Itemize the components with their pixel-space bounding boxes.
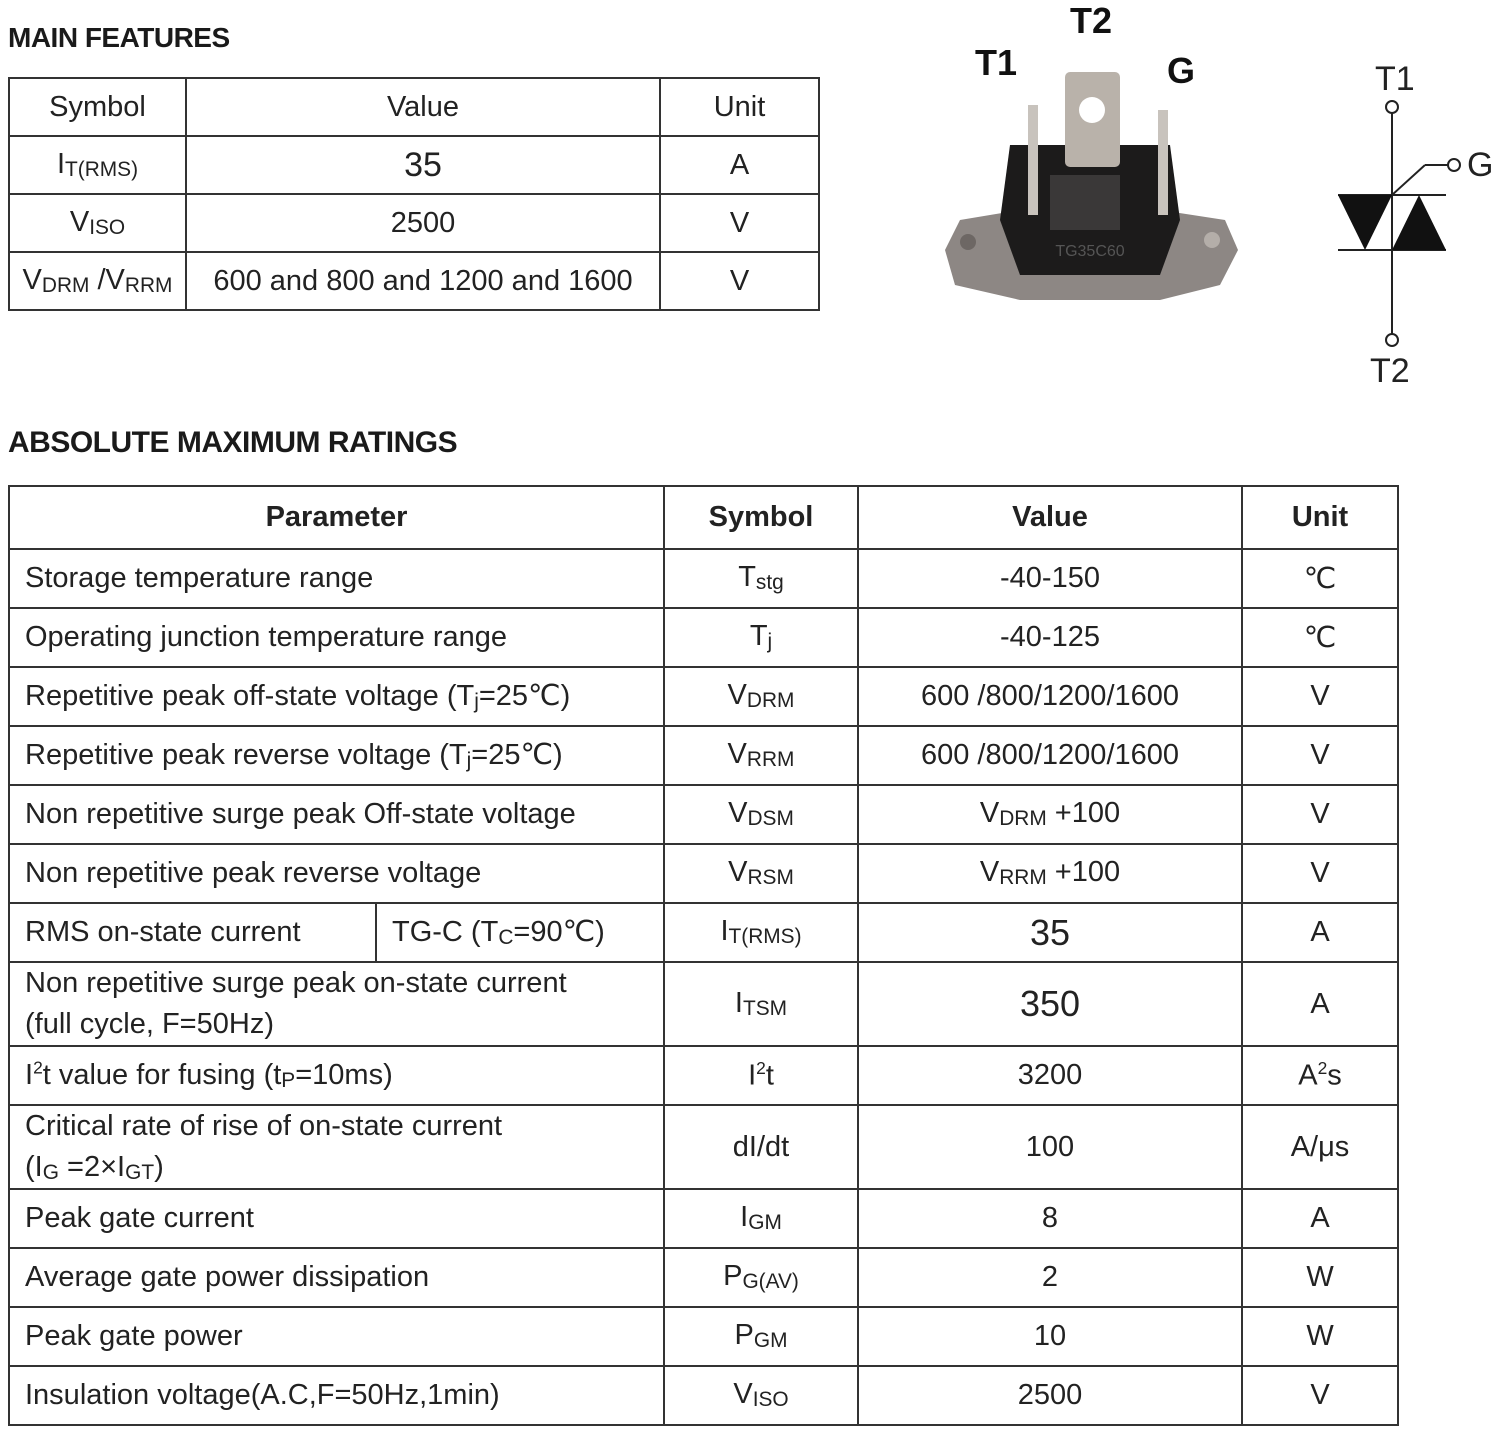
parameter-cell — [9, 1189, 664, 1248]
header-symbol: Symbol — [664, 486, 858, 549]
symbol-cell — [664, 608, 858, 667]
parameter-cell-text: t value for fusing (t — [42, 1059, 282, 1092]
unit-cell — [1242, 608, 1398, 667]
parameter-cell-text: Peak gate power — [25, 1320, 243, 1353]
symbol-cell-text: DSM — [747, 807, 794, 831]
table-row — [9, 549, 1398, 608]
unit-cell-text: A — [729, 148, 750, 181]
parameter-cell-text: G — [42, 1161, 59, 1185]
symbol-cell-text: P — [734, 1319, 754, 1352]
symbol-cell — [664, 726, 858, 785]
value-cell-text: 2 — [1041, 1261, 1059, 1293]
parameter-cell — [9, 1366, 664, 1425]
parameter-cell-text: I — [25, 1059, 34, 1092]
symbol-cell — [664, 667, 858, 726]
absolute-max-ratings-table — [8, 485, 1399, 1426]
table-row — [9, 1105, 1398, 1189]
symbol-cell-text: V — [728, 797, 748, 830]
unit-cell-text: V — [729, 206, 750, 239]
unit-cell — [1242, 785, 1398, 844]
symbol-cell-text: T(RMS) — [65, 158, 139, 182]
unit-cell-text: V — [1310, 1379, 1330, 1411]
condition-cell-text: TG-C (T — [392, 916, 499, 949]
value-cell-text: V — [979, 797, 1000, 830]
table-row — [9, 1307, 1398, 1366]
symbol-cell-text: DRM — [41, 274, 90, 298]
symbol-cell — [664, 1307, 858, 1366]
parameter-cell — [9, 962, 664, 1046]
unit-cell-text: V — [729, 264, 750, 297]
symbol-cell-text: I — [56, 147, 65, 180]
symbol-cell — [664, 1366, 858, 1425]
parameter-cell-text: (full cycle, F=50Hz) — [25, 1008, 274, 1040]
unit-cell — [1242, 1046, 1398, 1105]
parameter-cell-text: Non repetitive peak reverse voltage — [25, 857, 482, 890]
unit-cell-text: A — [1310, 916, 1330, 948]
parameter-cell-text: =25℃) — [478, 680, 571, 713]
value-cell — [858, 549, 1242, 608]
symbol-cell — [664, 1105, 858, 1189]
header-parameter: Parameter — [9, 486, 664, 549]
symbol-cell-text: I — [740, 1201, 749, 1234]
symbol-cell-text: /V — [89, 263, 125, 296]
parameter-cell-text: =2×I — [58, 1151, 126, 1183]
value-cell-text: +100 — [1046, 856, 1121, 889]
parameter-cell-text: Peak gate current — [25, 1202, 254, 1235]
symbol-cell — [664, 549, 858, 608]
header-value: Value — [858, 486, 1242, 549]
symbol-cell-text: RRM — [746, 748, 795, 772]
value-cell — [858, 903, 1242, 962]
table-row — [9, 667, 1398, 726]
condition-cell — [376, 903, 664, 962]
triac-package-image — [940, 70, 1240, 300]
unit-cell-text: V — [1310, 798, 1330, 830]
triac-symbol-icon — [1320, 60, 1500, 390]
schematic-label-t2: T2 — [1370, 352, 1410, 390]
value-cell-text: -40-125 — [1000, 621, 1100, 653]
header-symbol: Symbol — [9, 78, 186, 136]
symbol-cell — [664, 903, 858, 962]
symbol-cell-text: V — [69, 205, 90, 238]
package-marking: TG35C60 — [1055, 243, 1125, 260]
symbol-cell-text: I — [734, 986, 743, 1019]
table-header-row — [9, 78, 819, 136]
value-cell-text: DRM — [999, 807, 1047, 831]
value-cell-text: 35 — [1029, 911, 1071, 953]
symbol-cell-text: V — [22, 263, 42, 296]
unit-cell — [1242, 1248, 1398, 1307]
symbol-cell-text: T — [749, 620, 768, 653]
parameter-cell — [9, 667, 664, 726]
parameter-cell-text: Critical rate of rise of on-state current — [25, 1110, 503, 1143]
parameter-cell — [9, 1046, 664, 1105]
value-cell — [858, 1046, 1242, 1105]
parameter-cell — [9, 844, 664, 903]
value-cell-text: 2500 — [1017, 1379, 1083, 1411]
parameter-cell-text: ) — [154, 1151, 164, 1183]
table-row — [9, 1366, 1398, 1425]
table-row — [9, 136, 819, 194]
parameter-cell-text: RMS on-state current — [25, 916, 301, 949]
main-features-table — [8, 77, 820, 311]
value-cell — [858, 1248, 1242, 1307]
value-cell — [858, 962, 1242, 1046]
unit-cell — [1242, 1366, 1398, 1425]
parameter-cell — [9, 549, 664, 608]
table-row — [9, 903, 1398, 962]
symbol-cell-text: V — [727, 738, 747, 771]
header-unit: Unit — [660, 78, 819, 136]
parameter-cell-text: P — [281, 1069, 296, 1093]
parameter-cell-text: Operating junction temperature range — [25, 621, 508, 654]
value-cell — [858, 667, 1242, 726]
unit-cell — [1242, 667, 1398, 726]
parameter-cell — [9, 1307, 664, 1366]
table-row — [9, 1189, 1398, 1248]
symbol-cell-text: TSM — [742, 997, 788, 1021]
schematic-label-t1: T1 — [1375, 60, 1415, 98]
unit-cell — [660, 194, 819, 252]
unit-cell — [1242, 844, 1398, 903]
parameter-cell-text: Repetitive peak off-state voltage (T — [25, 680, 475, 713]
table-row — [9, 726, 1398, 785]
parameter-cell-text: (I — [25, 1151, 43, 1183]
symbol-cell — [664, 1046, 858, 1105]
parameter-cell-text: j — [466, 749, 472, 773]
value-cell-text: 350 — [1019, 983, 1081, 1024]
symbol-cell-text: stg — [755, 571, 784, 595]
unit-cell — [1242, 1307, 1398, 1366]
symbol-cell-text: 2 — [756, 1058, 766, 1079]
unit-cell — [660, 252, 819, 310]
parameter-cell — [9, 608, 664, 667]
absolute-max-title: ABSOLUTE MAXIMUM RATINGS — [8, 426, 458, 459]
unit-cell — [1242, 726, 1398, 785]
unit-cell-text: V — [1310, 857, 1330, 889]
condition-cell-text: =90℃) — [513, 916, 605, 949]
symbol-cell — [664, 1189, 858, 1248]
symbol-cell-text: V — [733, 1378, 753, 1411]
table-row — [9, 608, 1398, 667]
symbol-cell-text: DRM — [746, 689, 795, 713]
value-cell — [858, 844, 1242, 903]
unit-cell — [1242, 1189, 1398, 1248]
value-cell — [186, 194, 660, 252]
parameter-cell — [9, 785, 664, 844]
value-cell-text: 600 and 800 and 1200 and 1600 — [213, 264, 633, 297]
unit-cell-text: A — [1298, 1059, 1318, 1092]
symbol-cell-text: V — [728, 856, 748, 889]
table-header-row — [9, 486, 1398, 549]
symbol-cell-text: T(RMS) — [728, 925, 802, 949]
package-label-t2: T2 — [1070, 0, 1113, 41]
symbol-cell-text: V — [727, 679, 747, 712]
symbol-cell — [664, 844, 858, 903]
parameter-cell-text: Non repetitive surge peak on-state current — [25, 967, 567, 1000]
value-cell — [858, 785, 1242, 844]
package-label-t1: T1 — [975, 42, 1018, 83]
parameter-cell-text: j — [474, 690, 479, 714]
parameter-cell-text: Insulation voltage(A.C,F=50Hz,1min) — [25, 1379, 500, 1412]
parameter-cell — [9, 726, 664, 785]
symbol-cell-text: T — [738, 561, 756, 594]
value-cell-text: V — [979, 856, 1000, 889]
symbol-cell-text: ISO — [89, 216, 126, 240]
value-cell-text: 8 — [1041, 1202, 1059, 1234]
symbol-cell — [9, 136, 186, 194]
value-cell-text: 600 /800/1200/1600 — [920, 680, 1180, 712]
value-cell-text: 10 — [1033, 1320, 1067, 1352]
unit-cell — [1242, 549, 1398, 608]
parameter-cell-text: GT — [125, 1161, 155, 1185]
schematic-label-g: G — [1467, 146, 1494, 184]
unit-cell-text: V — [1310, 739, 1330, 771]
condition-cell-text: C — [498, 926, 514, 950]
parameter-cell — [9, 903, 376, 962]
value-cell-text: -40-150 — [1000, 562, 1100, 594]
parameter-cell — [9, 1105, 664, 1189]
symbol-cell-text: G(AV) — [742, 1270, 799, 1294]
value-cell-text: 35 — [404, 145, 442, 184]
unit-cell-text: W — [1306, 1261, 1334, 1293]
symbol-cell-text: RRM — [124, 274, 173, 298]
symbol-cell-text: ISO — [752, 1388, 789, 1412]
symbol-cell-text: j — [767, 630, 773, 654]
symbol-cell — [664, 962, 858, 1046]
value-cell — [858, 726, 1242, 785]
parameter-cell — [9, 1248, 664, 1307]
unit-cell-text: ℃ — [1303, 563, 1337, 595]
unit-cell-text: A — [1310, 1202, 1330, 1234]
symbol-cell-text: RSM — [747, 866, 794, 890]
unit-cell-text: A/μs — [1290, 1130, 1350, 1163]
parameter-cell-text: =10ms) — [295, 1059, 393, 1092]
unit-cell — [660, 136, 819, 194]
value-cell — [858, 1307, 1242, 1366]
value-cell — [186, 136, 660, 194]
symbol-cell-text: P — [723, 1260, 743, 1293]
symbol-cell-text: dI/dt — [732, 1130, 790, 1163]
table-row — [9, 844, 1398, 903]
unit-cell-text: 2 — [1317, 1058, 1328, 1079]
parameter-cell-text: =25℃) — [471, 739, 563, 772]
unit-cell-text: A — [1310, 987, 1330, 1020]
table-row — [9, 962, 1398, 1046]
unit-cell — [1242, 903, 1398, 962]
symbol-cell-text: I — [720, 915, 729, 948]
value-cell — [858, 1366, 1242, 1425]
value-cell-text: 2500 — [390, 206, 456, 239]
symbol-cell — [664, 785, 858, 844]
parameter-cell-text: 2 — [33, 1057, 43, 1078]
main-features-title: MAIN FEATURES — [8, 22, 230, 53]
symbol-cell — [9, 194, 186, 252]
parameter-cell-text: Storage temperature range — [25, 562, 374, 595]
parameter-cell-text: Average gate power dissipation — [25, 1261, 430, 1294]
symbol-cell-text: GM — [753, 1329, 788, 1353]
value-cell-text: 3200 — [1017, 1059, 1083, 1091]
value-cell — [858, 1105, 1242, 1189]
value-cell — [858, 608, 1242, 667]
value-cell — [858, 1189, 1242, 1248]
symbol-cell-text: t — [765, 1059, 774, 1092]
value-cell-text: RRM — [999, 866, 1047, 890]
table-row — [9, 785, 1398, 844]
unit-cell-text: W — [1306, 1320, 1334, 1352]
header-unit: Unit — [1242, 486, 1398, 549]
header-value: Value — [186, 78, 660, 136]
table-row — [9, 1248, 1398, 1307]
value-cell-text: 600 /800/1200/1600 — [920, 739, 1180, 771]
parameter-cell-text: Repetitive peak reverse voltage (T — [25, 739, 467, 772]
table-row — [9, 1046, 1398, 1105]
unit-cell — [1242, 962, 1398, 1046]
value-cell — [186, 252, 660, 310]
unit-cell-text: s — [1327, 1059, 1342, 1092]
value-cell-text: 100 — [1025, 1130, 1075, 1163]
unit-cell-text: ℃ — [1303, 622, 1337, 654]
package-label-g: G — [1167, 50, 1196, 91]
value-cell-text: +100 — [1046, 797, 1121, 830]
table-row — [9, 252, 819, 310]
symbol-cell-text: I — [748, 1059, 757, 1092]
parameter-cell-text: Non repetitive surge peak Off-state voltage — [25, 798, 576, 831]
symbol-cell — [664, 1248, 858, 1307]
unit-cell — [1242, 1105, 1398, 1189]
unit-cell-text: V — [1310, 680, 1330, 712]
symbol-cell-text: GM — [748, 1211, 782, 1235]
symbol-cell — [9, 252, 186, 310]
table-row — [9, 194, 819, 252]
